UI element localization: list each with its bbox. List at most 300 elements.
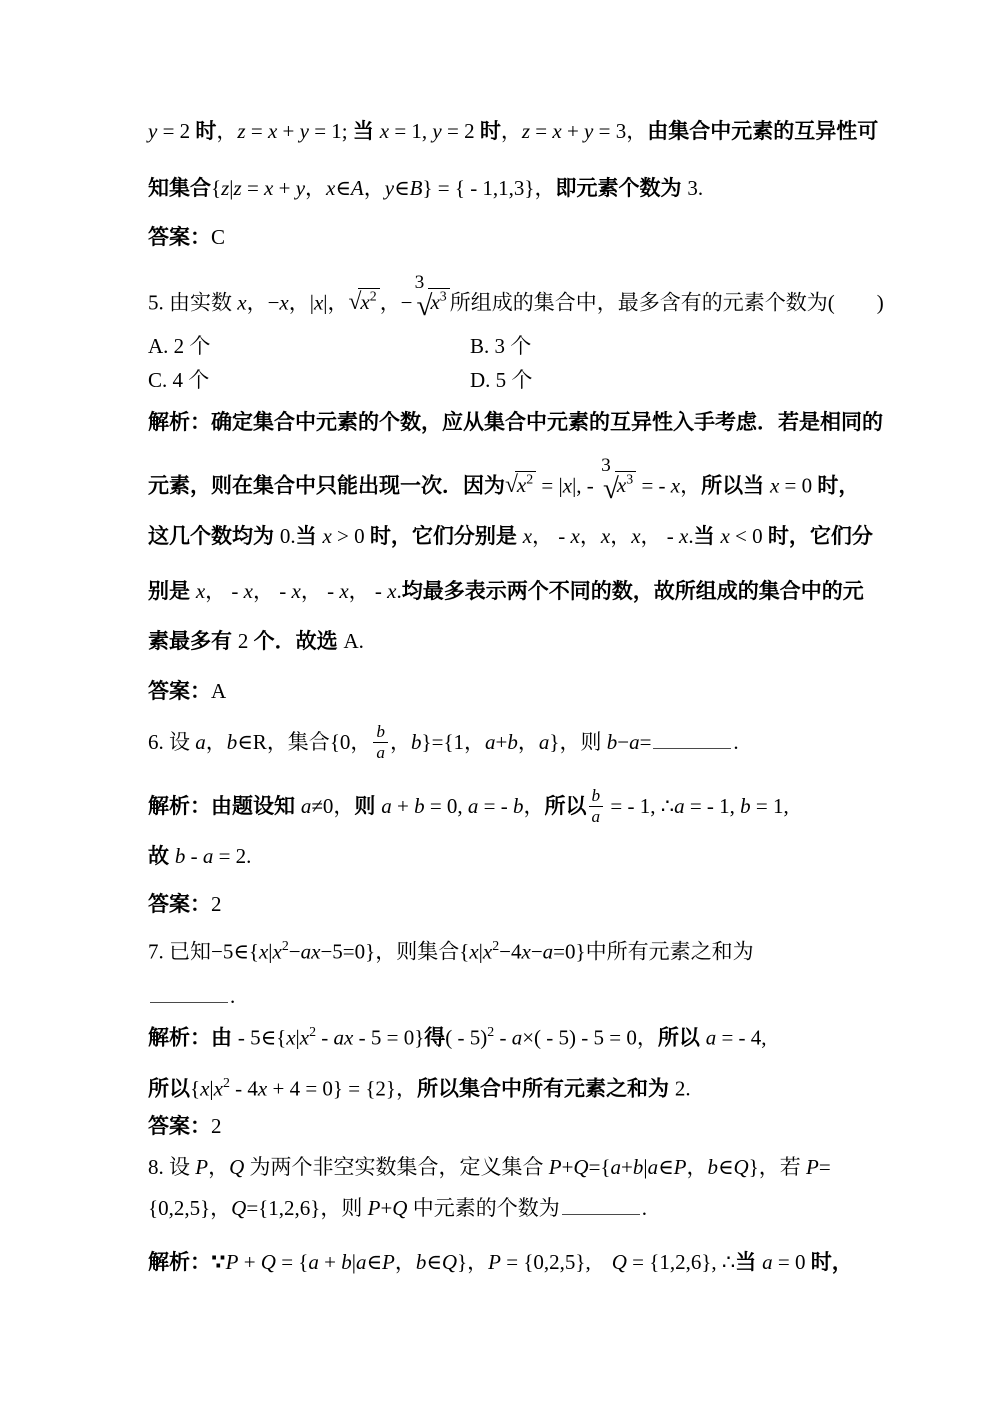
math-var: x [482,939,493,964]
cn-text: ，集合 [266,729,330,754]
math-var: Q [573,1155,589,1179]
answer-q5 [148,678,226,705]
radical-sign-icon: √ [416,290,433,323]
math-text: C [211,225,226,249]
math-text: | [229,176,234,200]
q6-analysis-line1 [148,786,789,827]
math-text: ={1,2,6} [246,1196,321,1220]
math-text: 8. [148,1155,169,1179]
math-text: ， [523,793,545,818]
math-var: x [430,290,440,315]
math-var: x [516,473,527,498]
fraction-denominator: a [591,807,601,827]
math-text: 5. [148,290,169,315]
q7-analysis-line1 [148,1019,767,1051]
cn-text: 所以当 [701,474,770,498]
math-var: x [272,939,282,964]
math-var: b [606,729,618,754]
cn-text: 所以集合中所有元素之和为 [417,1077,675,1101]
math-var: Q [392,1196,408,1220]
math-var: z [233,176,242,200]
option-left [148,334,210,358]
math-text: | [209,1076,214,1101]
sqrt-radical [505,473,536,497]
math-text: + [238,1250,261,1274]
q8-analysis-line1 [148,1249,853,1276]
math-text: + [273,176,296,200]
radical-sign-icon: √ [603,473,619,506]
q5-analysis-line5 [148,628,364,655]
math-text: = - 1, [684,793,741,818]
q5-analysis-line1 [148,409,883,436]
math-text: A. [343,629,364,653]
math-text: C. 4 [148,368,189,392]
cn-text: 当 [352,120,380,143]
superscript: 2 [492,938,500,953]
q5-options-row2 [148,367,858,393]
cn-text: 解析：由 [148,1026,238,1050]
math-text: ， - [253,579,292,603]
math-text: 2. [674,1076,691,1101]
math-text: { [190,1076,201,1101]
cn-text: 由实数 [169,290,238,315]
math-var: b [226,729,238,754]
math-var: a [381,793,392,818]
math-text: −4 [499,939,522,964]
math-var: a [647,1155,659,1179]
math-text: 0. [279,524,296,548]
math-var: y [295,176,306,200]
math-text: = [245,119,268,143]
cn-text: 时， [817,474,860,498]
cn-text: 解析：∵ [148,1251,226,1274]
cn-text: 当 [735,1251,763,1274]
math-text: |, - [572,473,600,498]
math-var: P [673,1155,687,1179]
cn-text: 时， [810,1251,853,1274]
answer-blank [150,981,228,1003]
math-text: = - [478,793,513,818]
math-var: P [382,1250,395,1274]
math-text: + [561,1155,574,1179]
math-text: − [288,939,301,964]
math-text: = 2. [213,844,252,868]
radicand [358,288,379,314]
math-text: ，− [379,290,413,315]
math-text: = 2 [157,119,196,143]
cn-text: 这几个数均为 [148,525,280,548]
math-var: x [258,939,269,964]
root-index: 3 [414,272,425,294]
cn-text: 所组成的集合中，最多含有的元素个数为 [449,290,828,315]
cn-text: 所以 [657,1026,706,1050]
math-var: x [521,939,531,964]
math-text: −5∈{ [211,939,259,964]
math-text: - 5 = 0} [353,1025,425,1050]
cube-root-radical [414,272,450,323]
math-text: = { [275,1250,309,1274]
answer-blank [653,727,731,749]
math-text: ， [517,729,539,754]
superscript: 2 [222,1075,230,1090]
math-var: a [202,844,214,868]
cn-text: 已知 [169,939,211,964]
cn-text: 答案： [148,893,211,916]
math-text: ， [363,176,385,200]
cn-text: ， [208,1155,230,1179]
q5-analysis-line2 [148,455,860,506]
math-text: | [643,1155,648,1179]
math-text: . [688,524,694,548]
option-right [470,333,531,359]
math-var: x [387,579,397,603]
cn-text: 时 [195,120,217,143]
math-var: a [300,793,312,818]
math-var: y [299,119,309,143]
cn-text: 答案： [148,680,211,703]
answer-blank [562,1193,640,1215]
superscript: 2 [526,472,534,487]
option-left [148,368,209,392]
math-text: | [351,1250,356,1274]
math-text: + [495,729,508,754]
math-var: x [291,579,301,603]
radical-sign-icon: √ [348,289,362,316]
math-text: + [391,793,415,818]
math-text: ，| [288,290,314,315]
math-var: Q [231,1196,247,1220]
math-text: ， [579,524,601,548]
math-var: b [740,793,751,818]
cn-text: 故 [148,845,175,868]
math-var: x [360,290,370,315]
cn-text: 时，它们分别是 [369,525,523,548]
math-var: a [485,729,496,754]
math-var: P [488,1250,501,1274]
math-var: x [679,524,689,548]
math-var: z [221,176,230,200]
math-text: ， [394,1250,416,1274]
math-text: ∈ [717,1155,734,1179]
answer-q6 [148,891,222,918]
cn-text: 所以 [544,794,587,818]
cn-text: ， [205,729,227,754]
math-var: x [339,579,349,603]
cn-text: 知集合 [148,177,211,200]
math-text: 6. [148,729,169,754]
math-var: x [379,119,390,143]
math-var: b [341,1250,352,1274]
math-var: x [213,1076,223,1101]
math-text: ， [305,176,327,200]
math-var: x [243,579,253,603]
math-text: = 0, [424,793,468,818]
math-text: } [549,729,560,754]
cn-text: 得 [424,1026,446,1050]
q6-analysis-line2 [148,843,251,870]
math-text: = 3， [593,119,648,143]
math-var: y [384,176,395,200]
cn-text: ，则 [559,729,607,754]
radicand [615,471,636,497]
math-text: = - 4, [716,1025,767,1050]
math-text: =0} [553,939,586,964]
math-text: A. 2 [148,334,190,358]
math-var: b [707,1155,718,1179]
cn-text: 由集合中元素的互异性可 [647,120,879,143]
math-var: a [308,1250,319,1274]
math-text: −5=0} [320,939,376,964]
solution4-line1 [148,118,878,145]
math-text: = | [536,473,563,498]
math-text: = [530,119,553,143]
q7-stem-line2 [148,981,235,1009]
cn-text: 所以 [148,1077,190,1101]
math-var: b [507,729,518,754]
math-var: x [720,524,730,548]
fraction [589,786,604,827]
math-var: x [195,579,206,603]
fraction-numerator: b [589,786,604,807]
math-var: x [257,1076,268,1101]
math-text: ∈R [237,729,267,754]
math-text: }， [457,1250,489,1274]
math-var: a [538,729,550,754]
fraction-numerator: b [373,722,388,743]
cn-text: 均最多表示两个不同的数，故所组成的集合中的元 [401,580,864,603]
cn-text: 别是 [148,580,196,603]
math-var: P [548,1155,562,1179]
math-var: x [200,1076,210,1101]
math-var: x [616,473,627,498]
cn-text: 为两个非空实数集合，定义集合 [244,1155,549,1179]
math-text: 2 [211,1114,222,1138]
cn-text: 设 [169,729,196,754]
cn-text: ， [210,1196,232,1220]
math-var: a [629,729,640,754]
cn-text: 个．故选 [253,630,344,653]
math-text: | [478,939,483,964]
math-text: {0,2,5} [148,1196,211,1220]
math-var: b [174,844,186,868]
math-var: a [195,729,206,754]
math-var: z [237,119,246,143]
math-text: - [316,1025,334,1050]
root-index: 3 [601,455,611,477]
math-var: x [237,290,247,315]
math-text: ，− [246,290,280,315]
cn-text: ， [686,1155,708,1179]
math-var: A [350,176,364,200]
math-text: ( - 5) [445,1025,488,1050]
math-text: {0， [329,729,372,754]
math-text: ×( - 5) - 5 = 0， [522,1025,658,1050]
math-var: a [762,1250,773,1274]
math-text: ， - [532,524,571,548]
math-var: b [414,793,425,818]
math-text: = 2 [441,119,480,143]
math-text: |， [323,290,349,315]
q8-stem-line1 [148,1154,831,1180]
math-text: ， - [300,579,340,603]
math-var: z [521,119,531,143]
math-text: ， [216,119,238,143]
q6-stem [148,722,739,763]
cn-text: 中元素的个数为 [407,1196,560,1220]
q5-options-row1 [148,333,858,359]
math-text: 7. [148,939,169,964]
cn-text: 则 [354,794,382,818]
math-var: x [670,473,681,498]
math-text: = [818,1155,831,1179]
math-text: > 0 [331,524,370,548]
cube-root-radical [601,455,636,506]
math-text: + [380,1196,393,1220]
option-right [470,367,532,393]
radicand [428,288,449,314]
math-var: ax [300,939,321,964]
math-text: = - [636,473,671,498]
math-text: + [621,1155,633,1179]
math-text: ∈ [366,1250,383,1274]
math-var: Q [733,1155,749,1179]
math-text: + [561,119,585,143]
cn-text: 个 [510,334,532,358]
q5-analysis-line4 [148,578,864,605]
math-text: 2 [237,629,254,653]
math-text: - [185,844,203,868]
math-text: = [639,729,652,754]
superscript: 2 [369,289,377,304]
math-text: 3. [687,176,704,200]
math-text: = 1, [750,793,789,818]
cn-text: 时 [479,120,501,143]
math-text: = {0,2,5}, [500,1250,612,1274]
math-var: ax [333,1025,354,1050]
math-text: ， - [640,524,680,548]
math-text: = 0 [779,473,818,498]
math-var: x [326,176,336,200]
math-text: = 1, [389,119,433,143]
math-var: x [267,119,278,143]
math-var: B [409,176,423,200]
math-var: x [631,524,641,548]
radical-sign-icon: √ [505,472,518,499]
math-var: x [769,473,780,498]
math-text: { [459,939,470,964]
math-text: ， - [205,579,244,603]
cn-text: 当 [295,525,323,548]
math-var: x [264,176,274,200]
cn-text: 个 [511,368,533,392]
cn-text: 即元素个数为 [555,177,688,200]
cn-text: ，若 [758,1155,807,1179]
math-text: - [494,1025,512,1050]
math-var: x [570,524,580,548]
cn-text: 素最多有 [148,630,238,653]
math-text: < 0 [729,524,768,548]
q5-stem [148,272,884,323]
math-text: ∈ [394,176,410,200]
math-text: - 5∈{ [237,1025,287,1050]
math-var: x [279,290,289,315]
math-var: x [469,939,479,964]
math-text: = - 1, ∴ [605,793,675,818]
math-var: a [705,1025,717,1050]
math-var: x [600,524,611,548]
radicand [515,471,536,497]
math-text: + 4 = 0} = {2}， [267,1076,418,1101]
math-var: b [513,793,524,818]
math-text: }={1， [421,729,486,754]
superscript: 3 [439,289,447,304]
math-text: = 0 [772,1250,811,1274]
math-text: | [268,939,273,964]
answer-q4 [148,224,225,251]
math-text: . [733,729,739,754]
superscript: 2 [309,1024,317,1039]
math-text: 2 [211,892,222,916]
math-text: . [641,1196,647,1220]
superscript: 3 [626,472,634,487]
cn-text: 当 [693,525,721,548]
math-text: ( ) [827,290,884,315]
math-text: ≠0， [311,793,355,818]
math-var: b [411,729,422,754]
math-var: y [148,119,158,143]
q8-stem-line2 [148,1193,647,1221]
fraction [373,722,388,763]
q7-analysis-line2 [148,1070,691,1102]
math-text: ={ [588,1155,611,1179]
math-var: a [355,1250,367,1274]
math-text: B. 3 [470,334,511,358]
math-var: b [415,1250,427,1274]
math-var: P [225,1250,239,1274]
math-var: x [299,1025,310,1050]
math-text: } [748,1155,759,1179]
math-var: a [511,1025,523,1050]
cn-text: 中所有元素之和为 [585,939,754,964]
math-var: x [286,1025,296,1050]
math-var: x [322,524,332,548]
math-text: ∈ [426,1250,442,1274]
math-var: b [632,1155,644,1179]
math-text: D. 5 [470,368,512,392]
math-text: ∈ [335,176,351,200]
math-var: y [584,119,594,143]
solution4-line2 [148,175,703,202]
math-text: ， [390,729,412,754]
math-text: − [617,729,630,754]
math-text: . [230,984,236,1008]
math-text: { [211,176,222,200]
math-text: - 4 [229,1076,258,1101]
cn-text: 元素，则在集合中只能出现一次．因为 [148,474,505,498]
q7-stem-line1 [148,933,754,964]
fraction-denominator: a [376,743,386,763]
math-var: a [674,793,685,818]
math-text: ∈ [658,1155,674,1179]
math-text: = {1,2,6}, ∴ [626,1250,736,1274]
math-var: P [806,1155,819,1179]
math-var: a [467,793,479,818]
math-text: A [211,679,227,703]
math-var: P [367,1196,381,1220]
cn-text: 答案： [148,1115,211,1138]
math-var: a [610,1155,622,1179]
math-var: x [552,119,562,143]
